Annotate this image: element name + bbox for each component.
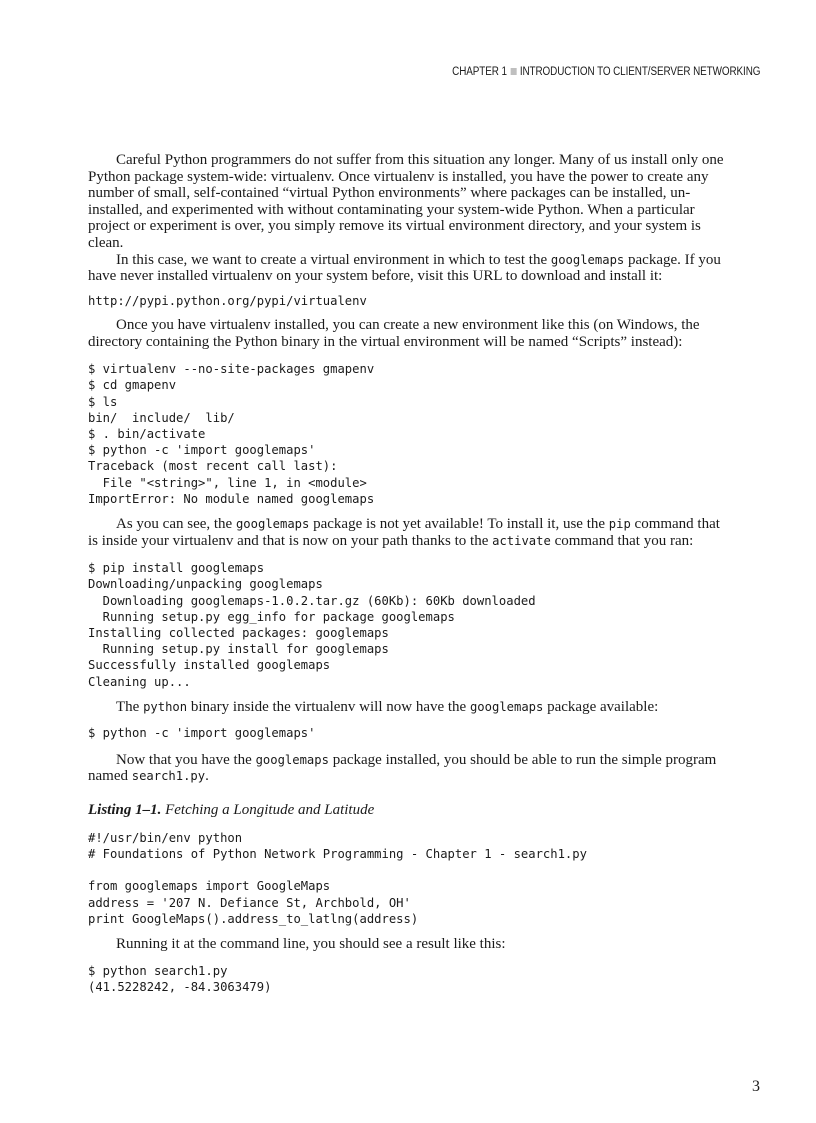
- inline-code: activate: [492, 533, 551, 548]
- running-header: [452, 66, 760, 78]
- paragraph-package-available: The python binary inside the virtualenv will now have the googlemaps package available:: [116, 698, 659, 715]
- page-content: [88, 152, 728, 995]
- code-block-import: $ python -c 'import googlemaps': [88, 726, 316, 741]
- code-block-listing: #!/usr/bin/env python # Foundations of Python Network Programming - Chapter 1 - search1.py from googlemaps import GoogleMaps address = '207 N. Defiance St, Archbold, OH' print GoogleMaps().address_to_latlng(address): [88, 830, 587, 926]
- code-block-result: $ python search1.py (41.5228242, -84.3063479): [88, 963, 272, 994]
- inline-code: googlemaps: [235, 516, 310, 531]
- paragraph-virtualenv-intro: Careful Python programmers do not suffer from this situation any longer. Many of us install only one Python package system-wide: virtualenv. Once virtualenv is installed, you have the power to create any number of small, self-contained “virtual Python environments” where packages can be installed, un-installed, and experimented with without contaminating your system-wide Python. When a particular project or experiment is over, you simply remove its virtual environment directory, and your system is clean.: [88, 152, 724, 251]
- url-code: http://pypi.python.org/pypi/virtualenv: [88, 293, 367, 308]
- paragraph-run-result: Running it at the command line, you should see a result like this:: [116, 935, 506, 952]
- listing-title: Fetching a Longitude and Latitude: [165, 801, 375, 818]
- header-separator: [510, 68, 516, 75]
- paragraph-test-env: In this case, we want to create a virtual environment in which to test the googlemaps package. If you have never installed virtualenv on your system before, visit this URL to download and install it:: [88, 251, 721, 285]
- inline-code: pip: [608, 516, 631, 531]
- listing-caption: [88, 802, 728, 819]
- paragraph-create-env: Once you have virtualenv installed, you can create a new environment like this (on Windows, the directory containing the Python binary in the virtual environment will be named “Scripts” instead):: [88, 316, 700, 350]
- paragraph-run-program: Now that you have the googlemaps package installed, you should be able to run the simple program named search1.py.: [88, 751, 717, 785]
- inline-code: search1.py: [131, 769, 206, 784]
- code-block-virtualenv: $ virtualenv --no-site-packages gmapenv $ cd gmapenv $ ls bin/ include/ lib/ $ . bin/activate $ python -c 'import googlemaps' Traceback (most recent call last): File "<string>", line 1, in <module> ImportError: No module named googlemaps: [88, 362, 375, 506]
- chapter-title: INTRODUCTION TO CLIENT/SERVER NETWORKING: [519, 66, 760, 78]
- inline-code: googlemaps: [469, 699, 544, 714]
- inline-code: googlemaps: [550, 252, 625, 267]
- listing-label: Listing 1–1.: [88, 801, 162, 818]
- inline-code: googlemaps: [255, 752, 329, 767]
- chapter-label: CHAPTER 1: [451, 66, 507, 78]
- inline-code: python: [143, 699, 188, 714]
- code-block-pip: $ pip install googlemaps Downloading/unpacking googlemaps Downloading googlemaps-1.0.2.tar.gz (60Kb): 60Kb downloaded Running setup.py egg_info for package googlemaps Installing collected packages: googlemaps Running setup.py install for googlemaps Successfully installed googlemaps Cleaning up...: [88, 561, 536, 689]
- paragraph-not-available: As you can see, the googlemaps package is not yet available! To install it, use the pip command that is inside your virtualenv and that is now on your path thanks to the activate command that you ran:: [88, 515, 720, 549]
- page-number: 3: [752, 1078, 760, 1095]
